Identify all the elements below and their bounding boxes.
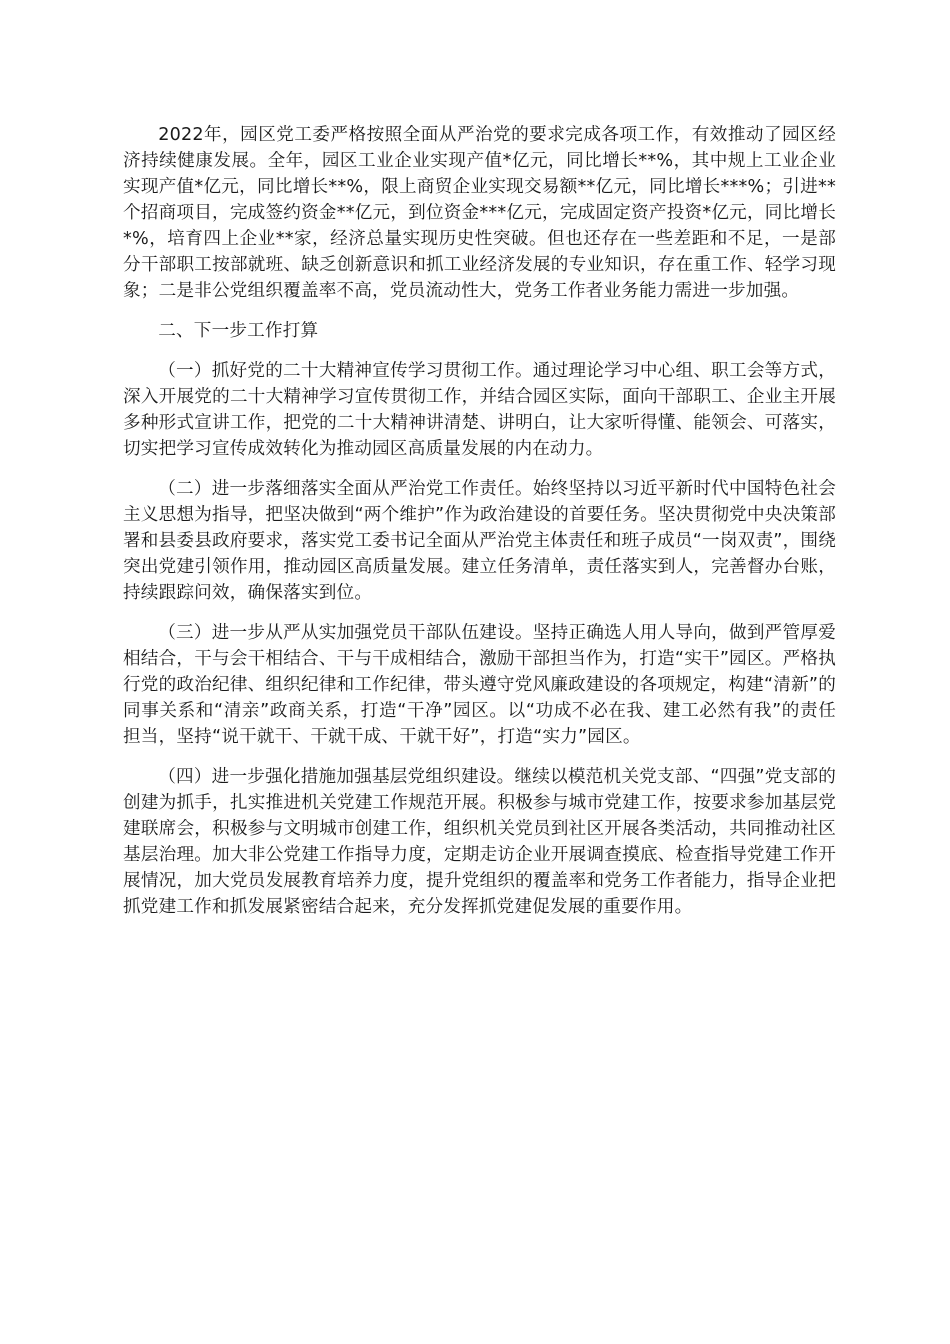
document-body — [123, 122, 836, 934]
plan-item-2-paragraph: （二）进一步落细落实全面从严治党工作责任。始终坚持以习近平新时代中国特色社会主义思想为指导，把坚决做到“两个维护”作为政治建设的首要任务。坚决贯彻党中央决策部署和县委县政府要求，落实党工委书记全面从严治党主体责任和班子成员“一岗双责”，围绕突出党建引领作用，推动园区高质量发展。建立任务清单，责任落实到人，完善督办台账，持续跟踪问效，确保落实到位。 — [123, 479, 836, 603]
summary-paragraph: 2022年，园区党工委严格按照全面从严治党的要求完成各项工作，有效推动了园区经济持续健康发展。全年，园区工业企业实现产值*亿元，同比增长**%，其中规上工业企业实现产值*亿元，同比增长**%，限上商贸企业实现交易额**亿元，同比增长***%；引进**个招商项目，完成签约资金**亿元，到位资金***亿元，完成固定资产投资*亿元，同比增长*%，培育四上企业**家，经济总量实现历史性突破。但也还存在一些差距和不足，一是部分干部职工按部就班、缺乏创新意识和抓工业经济发展的专业知识，存在重工作、轻学习现象；二是非公党组织覆盖率不高，党员流动性大，党务工作者业务能力需进一步加强。 — [123, 125, 836, 301]
section-heading-next-steps: 二、下一步工作打算 — [158, 321, 319, 341]
plan-item-3-paragraph: （三）进一步从严从实加强党员干部队伍建设。坚持正确选人用人导向，做到严管厚爱相结合，干与会干相结合、干与干成相结合，激励干部担当作为，打造“实干”园区。严格执行党的政治纪律、组织纪律和工作纪律，带头遵守党风廉政建设的各项规定，构建“清新”的同事关系和“清亲”政商关系，打造“干净”园区。以“功成不必在我、建工必然有我”的责任担当，坚持“说干就干、干就干成、干就干好”，打造“实力”园区。 — [123, 623, 836, 747]
plan-item-1-paragraph: （一）抓好党的二十大精神宣传学习贯彻工作。通过理论学习中心组、职工会等方式，深入开展党的二十大精神学习宣传贯彻工作，并结合园区实际，面向干部职工、企业主开展多种形式宣讲工作，把党的二十大精神讲清楚、讲明白，让大家听得懂、能领会、可落实，切实把学习宣传成效转化为推动园区高质量发展的内在动力。 — [123, 361, 836, 459]
plan-item-4-paragraph: （四）进一步强化措施加强基层党组织建设。继续以模范机关党支部、“四强”党支部的创建为抓手，扎实推进机关党建工作规范开展。积极参与城市党建工作，按要求参加基层党建联席会，积极参与文明城市创建工作，组织机关党员到社区开展各类活动，共同推动社区基层治理。加大非公党建工作指导力度，定期走访企业开展调查摸底、检查指导党建工作开展情况，加大党员发展教育培养力度，提升党组织的覆盖率和党务工作者能力，指导企业把抓党建工作和抓发展紧密结合起来，充分发挥抓党建促发展的重要作用。 — [123, 767, 836, 917]
